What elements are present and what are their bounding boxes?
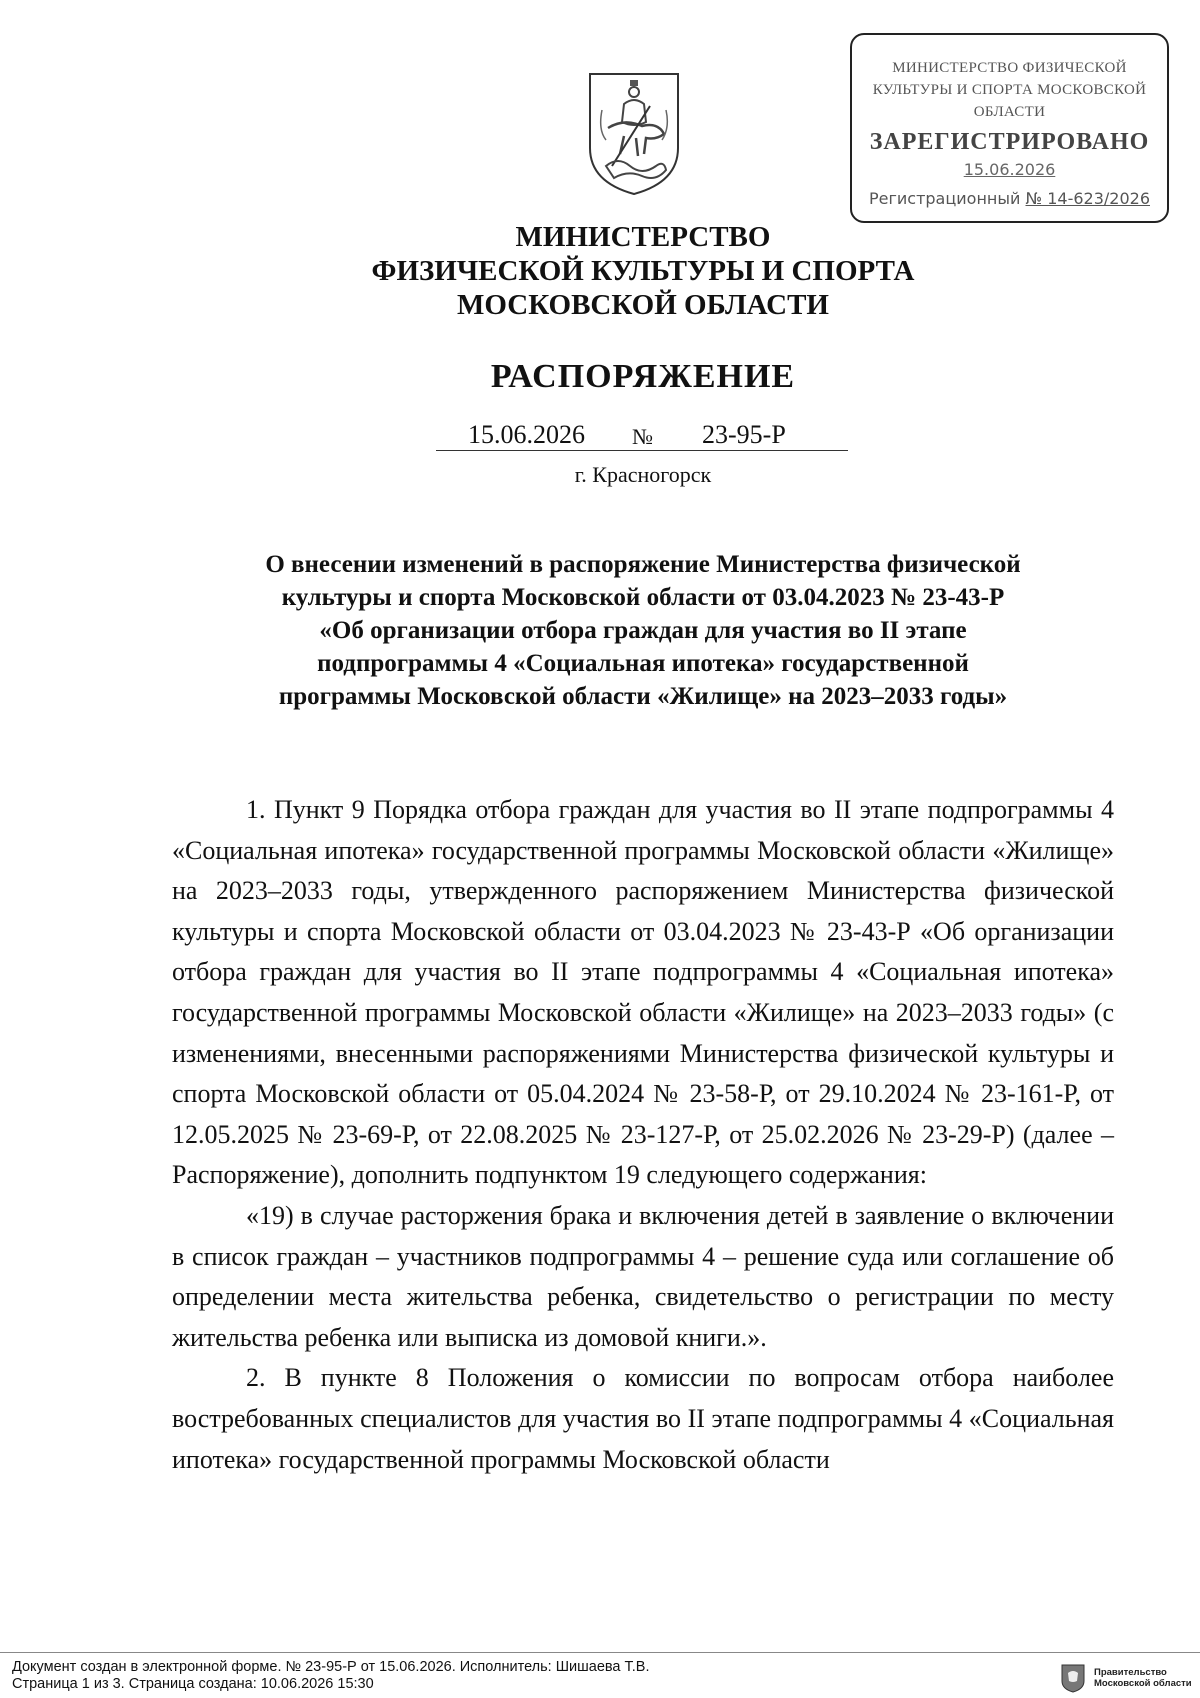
stamp-date: 15.06.2026 — [963, 160, 1056, 179]
number-sign: № — [632, 424, 653, 449]
stamp-organization — [852, 57, 1167, 123]
ministry-line: МОСКОВСКОЙ ОБЛАСТИ — [456, 289, 829, 321]
footer-org-line: Московской области — [1094, 1678, 1192, 1689]
document-number: 23-95-Р — [702, 420, 786, 449]
footer-organization — [1094, 1667, 1192, 1689]
subject-line: программы Московской области «Жилище» на 2023–2033 годы» — [278, 683, 1008, 710]
stamp-reg-number — [852, 189, 1167, 208]
document-body — [172, 790, 1114, 1480]
stamp-org-line: КУЛЬТУРЫ И СПОРТА МОСКОВСКОЙ — [872, 82, 1147, 98]
body-paragraph: 2. В пункте 8 Положения о комиссии по вопросам отбора наиболее востребованных специалистов для участия во II этапе подпрограммы 4 «Социальная ипотека» государственной программы Московской области — [172, 1363, 1114, 1474]
ministry-line: МИНИСТЕРСТВО — [515, 221, 771, 253]
ministry-line: ФИЗИЧЕСКОЙ КУЛЬТУРЫ И СПОРТА — [371, 255, 915, 287]
subject-line: культуры и спорта Московской области от 03.04.2023 № 23-43-Р — [281, 584, 1005, 611]
subject-line: подпрограммы 4 «Социальная ипотека» государственной — [317, 650, 969, 677]
subject-line: «Об организации отбора граждан для участия во II этапе — [319, 617, 967, 644]
document-type: РАСПОРЯЖЕНИЕ — [490, 358, 796, 395]
stamp-status: ЗАРЕГИСТРИРОВАНО — [869, 129, 1150, 155]
registration-stamp — [850, 33, 1169, 223]
document-subject — [190, 548, 1096, 713]
ministry-heading — [0, 220, 1200, 322]
stamp-reg-label: Регистрационный — [868, 189, 1021, 208]
city: г. Красногорск — [574, 462, 712, 487]
footer-org-line: Правительство — [1094, 1667, 1167, 1678]
stamp-org-line: ОБЛАСТИ — [973, 104, 1046, 120]
subject-line: О внесении изменений в распоряжение Министерства физической — [265, 551, 1021, 578]
footer-info — [12, 1659, 650, 1693]
footer-divider — [0, 1652, 1200, 1653]
coat-of-arms-icon — [584, 70, 684, 198]
document-date: 15.06.2026 — [468, 420, 585, 449]
stamp-org-line: МИНИСТЕРСТВО ФИЗИЧЕСКОЙ — [892, 60, 1127, 76]
body-paragraph: 1. Пункт 9 Порядка отбора граждан для участия во II этапе подпрограммы 4 «Социальная ипотека» государственной программы Московской области «Жилище» на 2023–2033 годы, утвержденного распоряжением Министерства физической культуры и спорта Московской области от 03.04.2023 № 23-43-Р «Об организации отбора граждан для участия во II этапе подпрограммы 4 «Социальная ипотека» государственной программы Московской области «Жилище» на 2023–2033 годы» (с изменениями, внесенными распоряжениями Министерства физической культуры и спорта Московской области от 05.04.2024 № 23-58-Р, от 29.10.2024 № 23-161-Р, от 12.05.2025 № 23-69-Р, от 22.08.2025 № 23-127-Р, от 25.02.2026 № 23-29-Р) (далее – Распоряжение), дополнить подпунктом 19 следующего содержания: — [172, 795, 1114, 1190]
date-number-line — [436, 416, 848, 451]
government-logo-icon — [1060, 1663, 1086, 1693]
footer-line: Страница 1 из 3. Страница создана: 10.06.2026 15:30 — [12, 1676, 374, 1692]
stamp-reg-value: № 14-623/2026 — [1025, 189, 1150, 208]
footer-line: Документ создан в электронной форме. № 23-95-Р от 15.06.2026. Исполнитель: Шишаева Т.В. — [12, 1659, 650, 1675]
body-paragraph: «19) в случае расторжения брака и включения детей в заявление о включении в список граждан – участников подпрограммы 4 – решение суда или соглашение об определении места жительства ребенка, свидетельство о регистрации по месту жительства ребенка или выписка из домовой книги.». — [172, 1200, 1114, 1352]
